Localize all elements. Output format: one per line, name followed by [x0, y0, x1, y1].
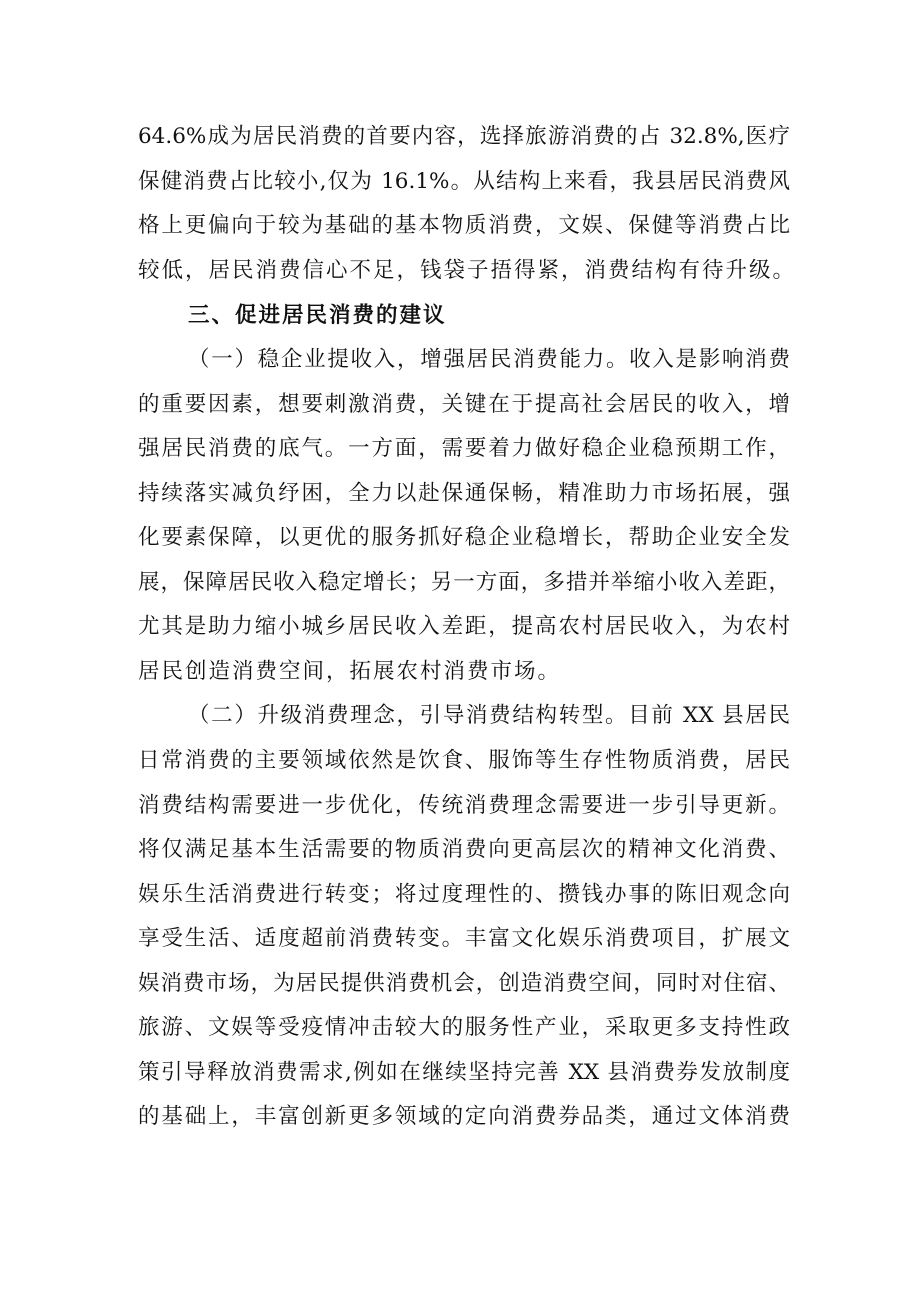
paragraph-line: （二）升级消费理念，引导消费结构转型。目前 XX 县居民 — [188, 703, 790, 728]
paragraph-line: 展，保障居民收入稳定增长；另一方面，多措并举缩小收入差距， — [138, 570, 790, 595]
paragraph-line: 的重要因素，想要刺激消费，关键在于提高社会居民的收入，增 — [138, 392, 790, 417]
paragraph-line: 享受生活、适度超前消费转变。丰富文化娱乐消费项目，扩展文 — [138, 926, 790, 951]
paragraph-line: 居民创造消费空间，拓展农村消费市场。 — [138, 659, 562, 684]
paragraph-line: 日常消费的主要领域依然是饮食、服饰等生存性物质消费，居民 — [138, 748, 790, 773]
paragraph-line: 化要素保障，以更优的服务抓好稳企业稳增长，帮助企业安全发 — [138, 525, 790, 550]
paragraph-line: 持续落实减负纾困，全力以赴保通保畅，精准助力市场拓展，强 — [138, 481, 790, 506]
paragraph-line: 64.6%成为居民消费的首要内容，选择旅游消费的占 32.8%,医疗 — [138, 124, 790, 149]
paragraph-line: 娱乐生活消费进行转变；将过度理性的、攒钱办事的陈旧观念向 — [138, 882, 790, 907]
paragraph-line: 将仅满足基本生活需要的物质消费向更高层次的精神文化消费、 — [138, 837, 790, 862]
paragraph-line: 策引导释放消费需求,例如在继续坚持完善 XX 县消费券发放制度 — [138, 1060, 790, 1085]
paragraph-line: 尤其是助力缩小城乡居民收入差距，提高农村居民收入，为农村 — [138, 614, 790, 639]
paragraph-line: 强居民消费的底气。一方面，需要着力做好稳企业稳预期工作， — [138, 436, 790, 461]
paragraph-line: 消费结构需要进一步优化，传统消费理念需要进一步引导更新。 — [138, 793, 790, 818]
paragraph-line: 的基础上，丰富创新更多领域的定向消费券品类，通过文体消费 — [138, 1104, 790, 1129]
paragraph-line: 格上更偏向于较为基础的基本物质消费，文娱、保健等消费占比 — [138, 213, 790, 238]
paragraph-line: 旅游、文娱等受疫情冲击较大的服务性产业，采取更多支持性政 — [138, 1015, 790, 1040]
paragraph-line: 较低，居民消费信心不足，钱袋子捂得紧，消费结构有待升级。 — [138, 258, 797, 283]
paragraph-line: 保健消费占比较小,仅为 16.1%。从结构上来看，我县居民消费风 — [138, 169, 790, 194]
paragraph-line: 娱消费市场，为居民提供消费机会，创造消费空间，同时对住宿、 — [138, 971, 790, 996]
section-heading: 三、促进居民消费的建议 — [188, 303, 447, 328]
paragraph-line: （一）稳企业提收入，增强居民消费能力。收入是影响消费 — [188, 347, 790, 372]
